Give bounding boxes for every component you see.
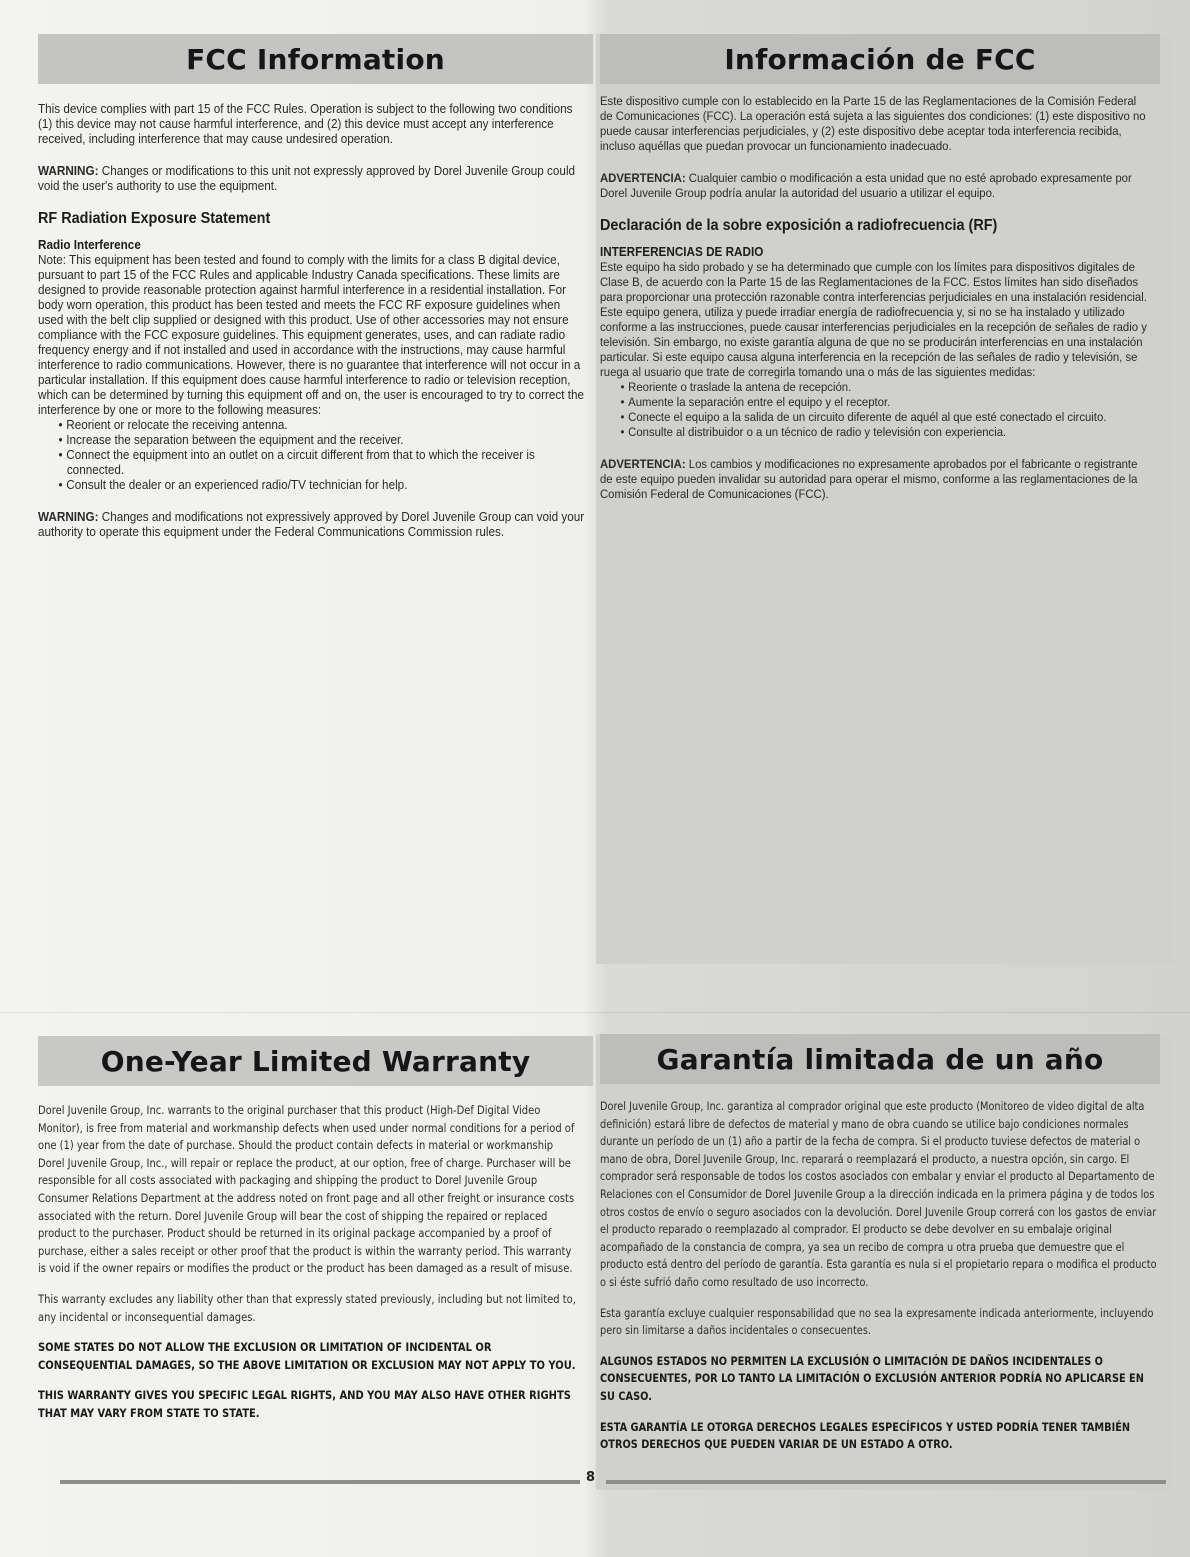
fcc-spanish-section [600, 34, 1160, 519]
list-item: • Aumente la separación entre el equipo y el receptor. [620, 395, 1148, 410]
list-item: • Consult the dealer or an experienced radio/TV technician for help. [58, 478, 586, 493]
list-item: • Connect the equipment into an outlet on a circuit different from that to which the receiver is connected. [58, 448, 586, 478]
fold-line [0, 1012, 1190, 1013]
fcc-english-title: FCC Information [38, 34, 593, 84]
footer-rule-right [606, 1480, 1166, 1484]
footer-rule-left [60, 1480, 580, 1484]
fcc-english-warning-1 [38, 164, 587, 194]
warranty-spanish-body [600, 1098, 1160, 1454]
fcc-english-section [38, 34, 593, 557]
fcc-english-intro: This device complies with part 15 of the FCC Rules. Operation is subject to the following two conditions (1) this device may not cause harmful interference, and (2) this device must accept any interference received, including interference that may cause undesired operation. [38, 102, 573, 146]
warning-text: Los cambios y modificaciones no expresamente aprobados por el fabricante o registrante de este equipo pueden invalidar su autoridad para operar el mismo, conforme a las reglamentaciones de la Comisión Federal de Comunicaciones (FCC). [600, 457, 1138, 501]
warning-text: Changes and modifications not expressively approved by Dorel Juvenile Group can void your authority to operate this equipment under the Federal Communications Commission rules. [38, 510, 585, 539]
fcc-spanish-warning-1 [600, 171, 1149, 201]
fcc-spanish-warning-2 [600, 457, 1149, 502]
warranty-english-state-limitation: SOME STATES DO NOT ALLOW THE EXCLUSION OR LIMITATION OF INCIDENTAL OR CONSEQUENTIAL DAMAGES, SO THE ABOVE LIMITATION OR EXCLUSION MAY NOT APPLY TO YOU. [38, 1341, 576, 1372]
list-item: • Conecte el equipo a la salida de un circuito diferente de aquél al que esté conectado el circuito. [620, 410, 1148, 425]
warning-label: ADVERTENCIA: [600, 171, 686, 185]
warranty-english-terms: Dorel Juvenile Group, Inc. warrants to the original purchaser that this product (High-Def Digital Video Monitor), is free from material and workmanship defects when used under normal conditions for a period of one (1) year from the date of purchase. Should the product contain defects in material or workmanship Dorel Juvenile Group, Inc., will repair or replace the product, at our option, free of charge. Purchaser will be responsible for all costs associated with packaging and shipping the product to Dorel Juvenile Group Consumer Relations Department at the address noted on front page and all other freight or insurance costs associated with the return. Dorel Juvenile Group will bear the cost of shipping the repaired or replaced product to the purchaser. Product should be returned in its original package accompanied by a proof of purchase, either a sales receipt or other proof that the product is within the warranty period. This warranty is void if the owner repairs or modifies the product or the product has been damaged as a result of misuse. [38, 1104, 575, 1276]
warning-label: WARNING: [38, 510, 99, 524]
radio-interference-subheading-es: INTERFERENCIAS DE RADIO [600, 245, 764, 259]
warning-label: ADVERTENCIA: [600, 457, 686, 471]
page-number: 8 [586, 1470, 596, 1485]
fcc-spanish-note: Este equipo ha sido probado y se ha determinado que cumple con los límites para dispositivos digitales de Clase B, de acuerdo con la Parte 15 de las Reglamentaciones de la FCC. Estos límites han sido diseñados para proporcionar una protección razonable contra interferencias perjudiciales en una instalación residencial. Este equipo genera, utiliza y puede irradiar energía de radiofrecuencia y, si no se ha instalado y utilizado conforme a las instrucciones, puede causar interferencias perjudiciales en la recepción de señales de radio y televisión. Sin embargo, no existe garantía alguna de que no se producirán interferencias en una instalación particular. Si este equipo causa alguna interferencia en la recepción de las señales de radio y televisión, se ruega al usuario que trate de corregirla tomando una o más de las siguientes medidas: [600, 260, 1147, 379]
rf-heading: RF Radiation Exposure Statement [38, 210, 271, 227]
warning-label: WARNING: [38, 164, 99, 178]
list-item: • Reorient or relocate the receiving antenna. [58, 418, 586, 433]
fcc-spanish-title: Información de FCC [600, 34, 1160, 84]
fcc-spanish-measures [600, 380, 1149, 440]
warranty-english-title: One-Year Limited Warranty [38, 1036, 593, 1086]
warranty-spanish-section [600, 1034, 1160, 1467]
warranty-english-body [38, 1102, 577, 1423]
warranty-spanish-state-limitation: ALGUNOS ESTADOS NO PERMITEN LA EXCLUSIÓN O LIMITACIÓN DE DAÑOS INCIDENTALES O CONSECUENTES, POR LO TANTO LA LIMITACIÓN O EXCLUSIÓN ANTERIOR PODRÍA NO APLICARSE EN SU CASO. [600, 1354, 1144, 1403]
list-item: • Consulte al distribuidor o a un técnico de radio y televisión con experiencia. [620, 425, 1148, 440]
fcc-english-body [38, 102, 587, 540]
fcc-english-warning-2 [38, 510, 587, 540]
fcc-english-measures [38, 418, 587, 493]
warranty-spanish-legal-rights: ESTA GARANTÍA LE OTORGA DERECHOS LEGALES ESPECÍFICOS Y USTED PODRÍA TENER TAMBIÉN OTROS DERECHOS QUE PUEDEN VARIAR DE UN ESTADO A OTRO. [600, 1420, 1131, 1452]
rf-heading-es: Declaración de la sobre exposición a radiofrecuencia (RF) [600, 217, 998, 234]
fcc-english-note: Note: This equipment has been tested and found to comply with the limits for a class B digital device, pursuant to part 15 of the FCC Rules and applicable Industry Canada specifications. These limits are designed to provide reasonable protection against harmful interference in a residential installation. For body worn operation, this product has been tested and meets the FCC RF exposure guidelines when used with the belt clip supplied or designed with this product. Use of other accessories may not ensure compliance with the FCC exposure guidelines. This equipment generates, uses, and can radiate radio frequency energy and if not installed and used in accordance with the instructions, may cause harmful interference to radio communications. However, there is no guarantee that interference will not occur in a particular installation. If this equipment does cause harmful interference to radio or television reception, which can be determined by turning this equipment off and on, the user is encouraged to try to correct the interference by one or more to the following measures: [38, 253, 585, 417]
radio-interference-subheading: Radio Interference [38, 238, 141, 252]
warranty-spanish-terms: Dorel Juvenile Group, Inc. garantiza al comprador original que este producto (Monitoreo de video digital de alta definición) estará libre de defectos de material y mano de obra cuando se utilice bajo condiciones normales durante un período de un (1) año a partir de la fecha de compra. Si el producto tuviese defectos de material o mano de obra, Dorel Juvenile Group, Inc. reparará o reemplazará el producto, a nuestra opción, sin cargo. El comprador será responsable de todos los costos asociados con embalar y enviar el producto al Departamento de Relaciones con el Consumidor de Dorel Juvenile Group a la dirección indicada en la primera página y de todos los otros costos de envío o seguro asociados con la devolución. Dorel Juvenile Group correrá con los gastos de enviar el producto reparado o reemplazado al comprador. El producto se debe devolver en su embalaje original acompañado de la constancia de compra, ya sea un recibo de compra u otra prueba que demuestre que el producto está dentro del período de garantía. Esta garantía es nula si el propietario repara o modifica el producto o si éste sufrió daño como resultado de uso incorrecto. [600, 1100, 1157, 1289]
warranty-spanish-title: Garantía limitada de un año [600, 1034, 1160, 1084]
fcc-spanish-intro: Este dispositivo cumple con lo establecido en la Parte 15 de las Reglamentaciones de la Comisión Federal de Comunicaciones (FCC). La operación está sujeta a las siguientes dos condiciones: (1) este dispositivo no puede causar interferencias perjudiciales, y (2) este dispositivo debe aceptar toda interferencia recibida, incluso aquéllas que puedan provocar un funcionamiento inadecuado. [600, 94, 1146, 153]
warranty-english-exclusions: This warranty excludes any liability other than that expressly stated previously, including but not limited to, any incidental or inconsequential damages. [38, 1292, 576, 1324]
warranty-spanish-exclusions: Esta garantía excluye cualquier responsabilidad que no sea la expresamente indicada anteriormente, incluyendo pero sin limitarse a daños incidentales o consecuentes. [600, 1306, 1154, 1338]
warning-text: Cualquier cambio o modificación a esta unidad que no esté aprobado expresamente por Dorel Juvenile Group podría anular la autoridad del usuario a utilizar el equipo. [600, 171, 1132, 200]
warranty-english-legal-rights: THIS WARRANTY GIVES YOU SPECIFIC LEGAL RIGHTS, AND YOU MAY ALSO HAVE OTHER RIGHTS THAT MAY VARY FROM STATE TO STATE. [38, 1389, 571, 1420]
fcc-spanish-body [600, 94, 1149, 502]
list-item: • Reoriente o traslade la antena de recepción. [620, 380, 1148, 395]
list-item: • Increase the separation between the equipment and the receiver. [58, 433, 586, 448]
warning-text: Changes or modifications to this unit not expressly approved by Dorel Juvenile Group could void the user's authority to use the equipment. [38, 164, 576, 193]
warranty-english-section [38, 1036, 593, 1436]
